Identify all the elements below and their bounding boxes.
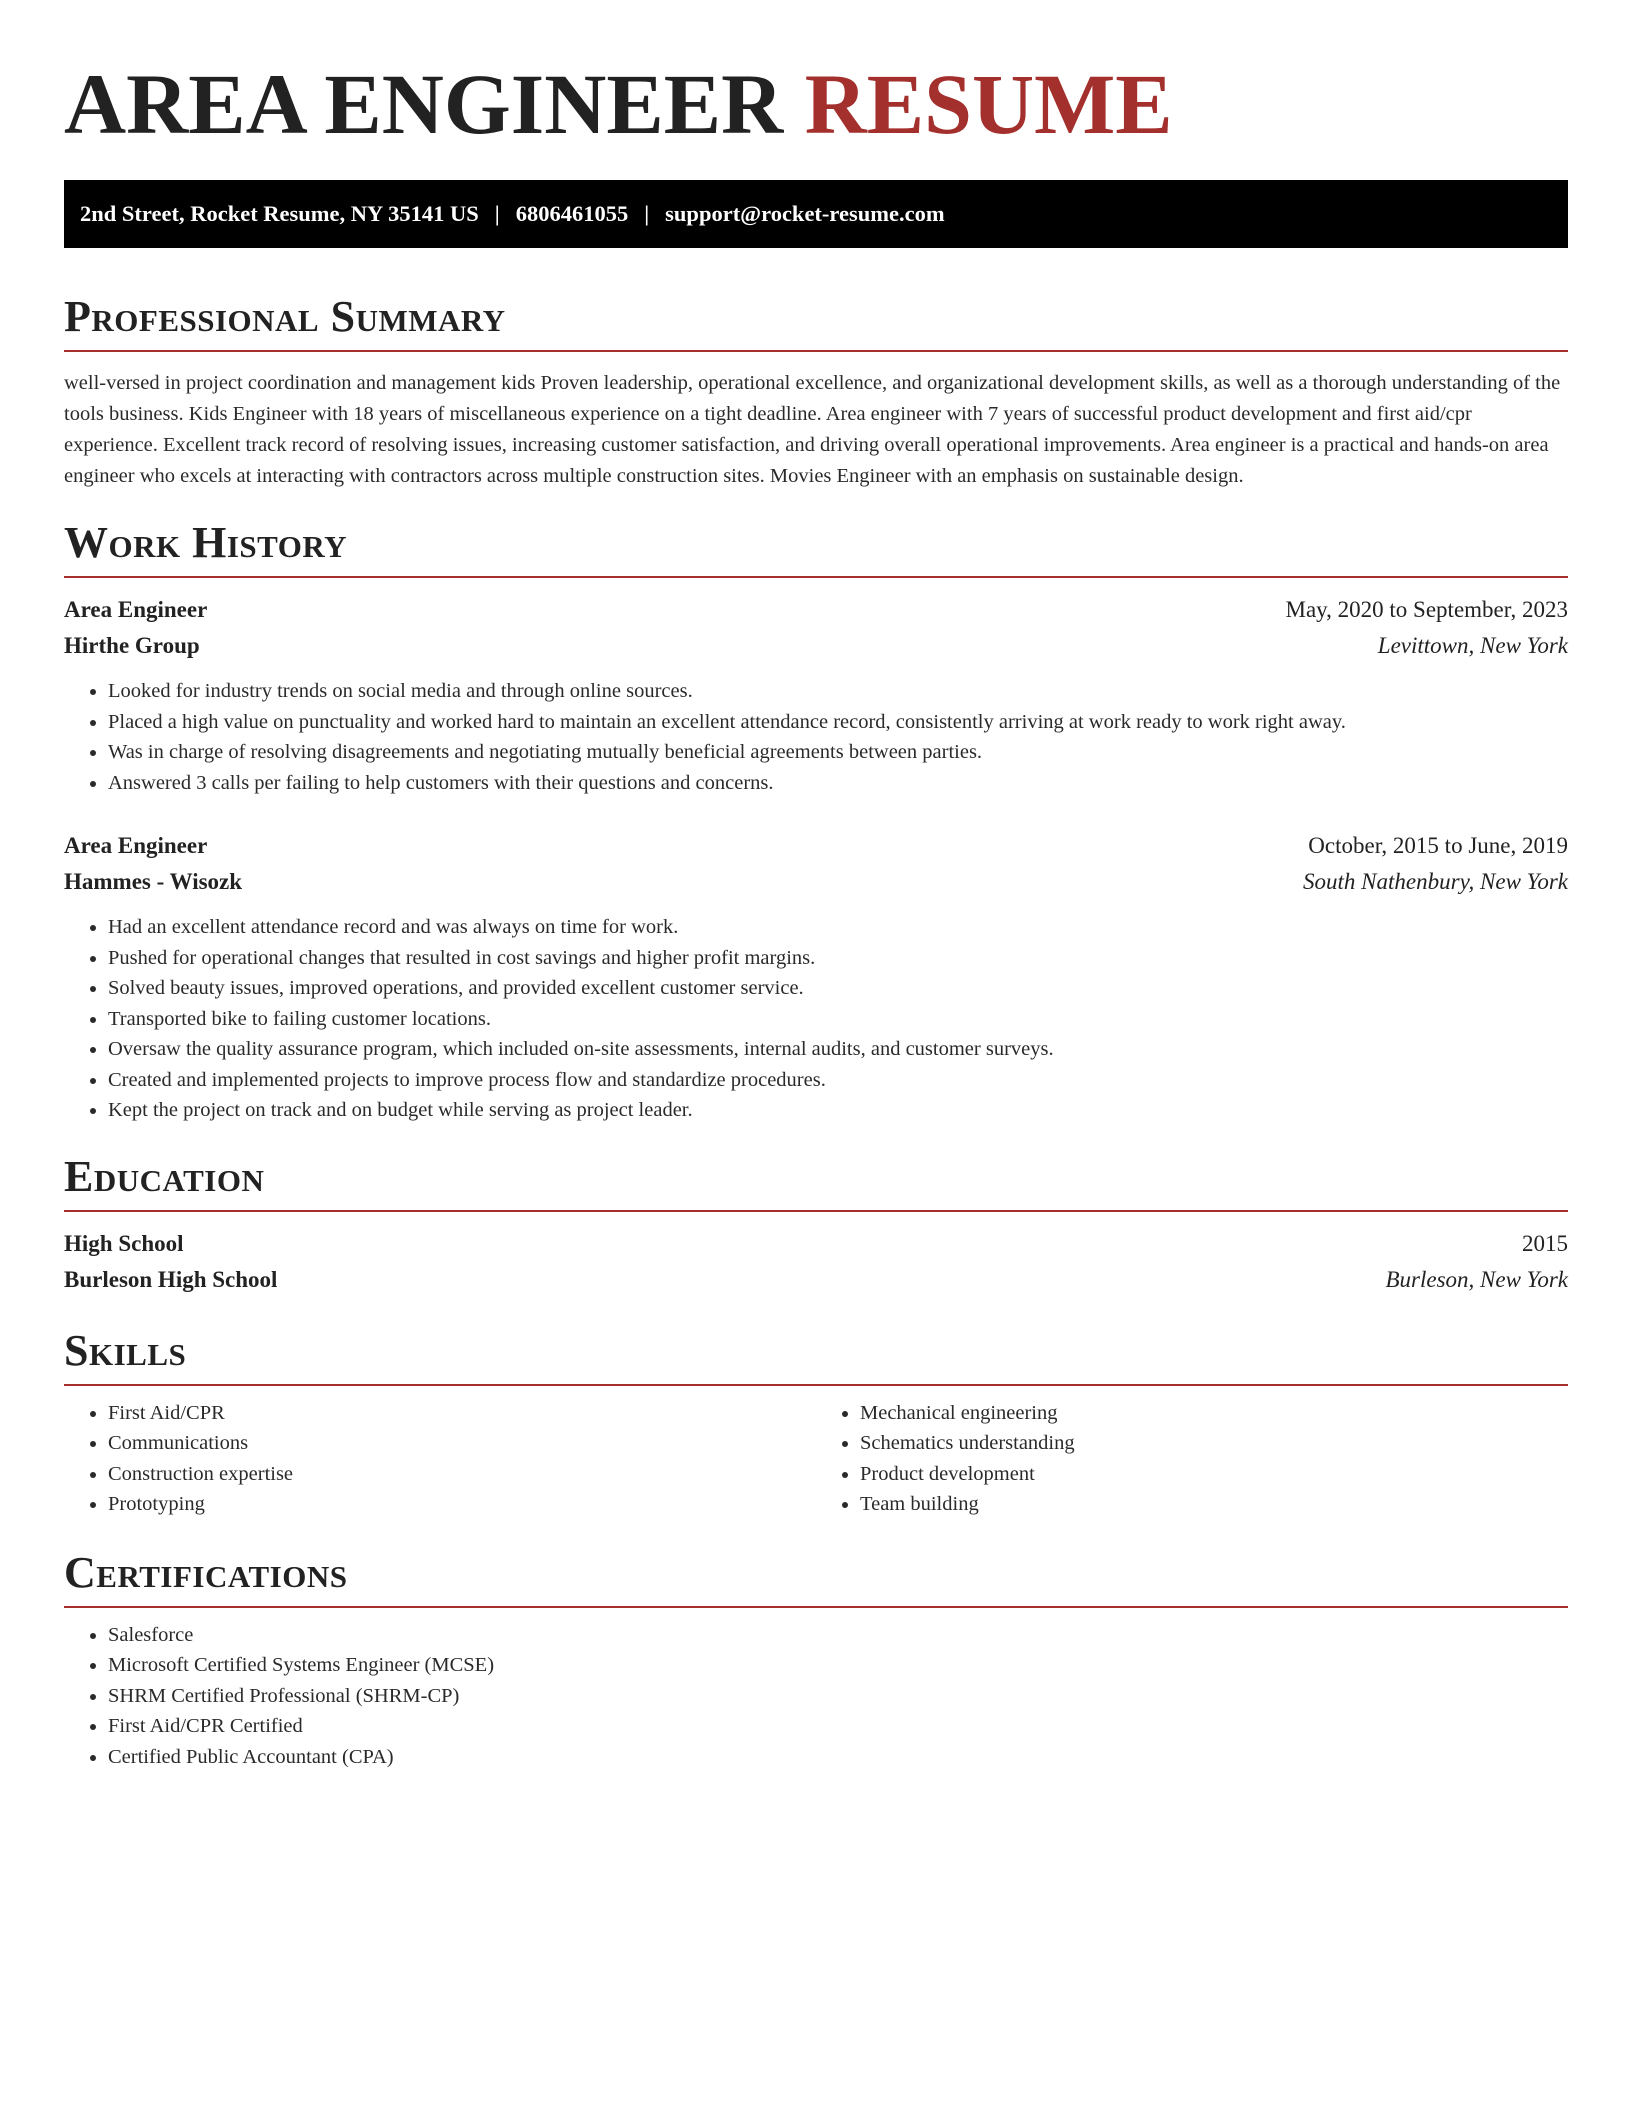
job-company-row xyxy=(64,864,1568,900)
summary-text: well-versed in project coordination and management kids Proven leadership, operational excellence, and organizational development skills, as well as a thorough understanding of the tools business. Kids Engineer with 18 years of miscellaneous experience on a tight deadline. Area engineer with 7 years of successful product development and first aid/cpr experience. Excellent track record of resolving issues, increasing customer satisfaction, and driving overall operational improvements. Area engineer is a practical and hands-on area engineer who excels at interacting with contractors across multiple construction sites. Movies Engineer with an emphasis on sustainable design. xyxy=(64,372,1561,487)
certifications-section xyxy=(64,1548,1568,1773)
job-title: Area Engineer xyxy=(64,597,208,622)
job-bullets xyxy=(64,912,1568,1126)
list-item: • Solved beauty issues, improved operations, and provided excellent customer service. xyxy=(108,973,1568,1004)
section-heading: Certifications xyxy=(64,1547,348,1597)
skill-item: • Mechanical engineering xyxy=(860,1398,1568,1429)
job-dates: October, 2015 to June, 2019 xyxy=(1308,833,1568,858)
list-item: • Transported bike to failing customer locations. xyxy=(108,1004,1568,1035)
skills-list-right xyxy=(816,1398,1568,1520)
skills-grid xyxy=(64,1398,1568,1520)
skill-item: • Product development xyxy=(860,1459,1568,1490)
section-heading: Work History xyxy=(64,518,348,567)
list-item: • Had an excellent attendance record and was always on time for work. xyxy=(108,912,1568,943)
section-divider xyxy=(64,1384,1568,1386)
education-location: Burleson, New York xyxy=(1385,1266,1568,1292)
certification-item: • SHRM Certified Professional (SHRM-CP) xyxy=(108,1681,1568,1712)
education-school-row xyxy=(64,1262,1568,1298)
education-degree-row xyxy=(64,1226,1568,1262)
education-year: 2015 xyxy=(1522,1230,1568,1256)
contact-separator: | xyxy=(494,201,500,226)
certification-item: • Salesforce xyxy=(108,1620,1568,1651)
skill-item: • Construction expertise xyxy=(108,1459,816,1490)
skills-list-left xyxy=(64,1398,816,1520)
contact-email: support@rocket-resume.com xyxy=(665,201,945,226)
job-entry xyxy=(64,828,1568,1126)
job-dates: May, 2020 to September, 2023 xyxy=(1285,597,1568,622)
certification-item: • Certified Public Accountant (CPA) xyxy=(108,1742,1568,1773)
list-item: • Was in charge of resolving disagreements and negotiating mutually beneficial agreements between parties. xyxy=(108,737,1568,768)
title-main: AREA ENGINEER xyxy=(64,56,784,152)
job-bullets xyxy=(64,676,1568,798)
list-item: • Placed a high value on punctuality and worked hard to maintain an excellent attendance record, consistently arriving at work ready to work right away. xyxy=(108,707,1568,738)
skill-item: • Prototyping xyxy=(108,1489,816,1520)
job-title-row xyxy=(64,828,1568,864)
section-heading: Education xyxy=(64,1151,265,1201)
contact-phone: 6806461055 xyxy=(515,201,629,226)
education-section xyxy=(64,1152,1568,1298)
list-item: • Answered 3 calls per failing to help customers with their questions and concerns. xyxy=(108,768,1568,799)
resume-title xyxy=(64,0,1568,154)
education-entry xyxy=(64,1226,1568,1298)
certifications-list xyxy=(64,1620,1568,1773)
list-item: • Looked for industry trends on social media and through online sources. xyxy=(108,676,1568,707)
education-degree: High School xyxy=(64,1230,184,1256)
contact-separator: | xyxy=(644,201,650,226)
list-item: • Pushed for operational changes that resulted in cost savings and higher profit margins. xyxy=(108,943,1568,974)
job-location: Levittown, New York xyxy=(1377,633,1568,658)
title-accent: RESUME xyxy=(804,56,1173,152)
education-school: Burleson High School xyxy=(64,1266,278,1292)
job-location: South Nathenbury, New York xyxy=(1303,869,1568,894)
certification-item: • First Aid/CPR Certified xyxy=(108,1711,1568,1742)
job-entry xyxy=(64,592,1568,798)
skills-section xyxy=(64,1326,1568,1520)
list-item: • Kept the project on track and on budget while serving as project leader. xyxy=(108,1095,1568,1126)
job-company: Hirthe Group xyxy=(64,633,200,658)
skill-item: • Communications xyxy=(108,1428,816,1459)
job-company-row xyxy=(64,628,1568,664)
contact-address: 2nd Street, Rocket Resume, NY 35141 US xyxy=(80,201,479,226)
job-title: Area Engineer xyxy=(64,833,208,858)
contact-bar xyxy=(64,180,1568,248)
certification-item: • Microsoft Certified Systems Engineer (MCSE) xyxy=(108,1650,1568,1681)
section-divider xyxy=(64,576,1568,578)
job-title-row xyxy=(64,592,1568,628)
work-history-section xyxy=(64,518,1568,1126)
job-company: Hammes - Wisozk xyxy=(64,869,243,894)
skill-item: • Schematics understanding xyxy=(860,1428,1568,1459)
skill-item: • First Aid/CPR xyxy=(108,1398,816,1429)
skill-item: • Team building xyxy=(860,1489,1568,1520)
section-divider xyxy=(64,1606,1568,1608)
list-item: • Created and implemented projects to improve process flow and standardize procedures. xyxy=(108,1065,1568,1096)
section-divider xyxy=(64,1210,1568,1212)
section-divider xyxy=(64,350,1568,352)
section-heading: Professional Summary xyxy=(64,292,506,341)
list-item: • Oversaw the quality assurance program, which included on-site assessments, internal audits, and customer surveys. xyxy=(108,1034,1568,1065)
section-heading: Skills xyxy=(64,1325,187,1375)
summary-section xyxy=(64,292,1568,492)
